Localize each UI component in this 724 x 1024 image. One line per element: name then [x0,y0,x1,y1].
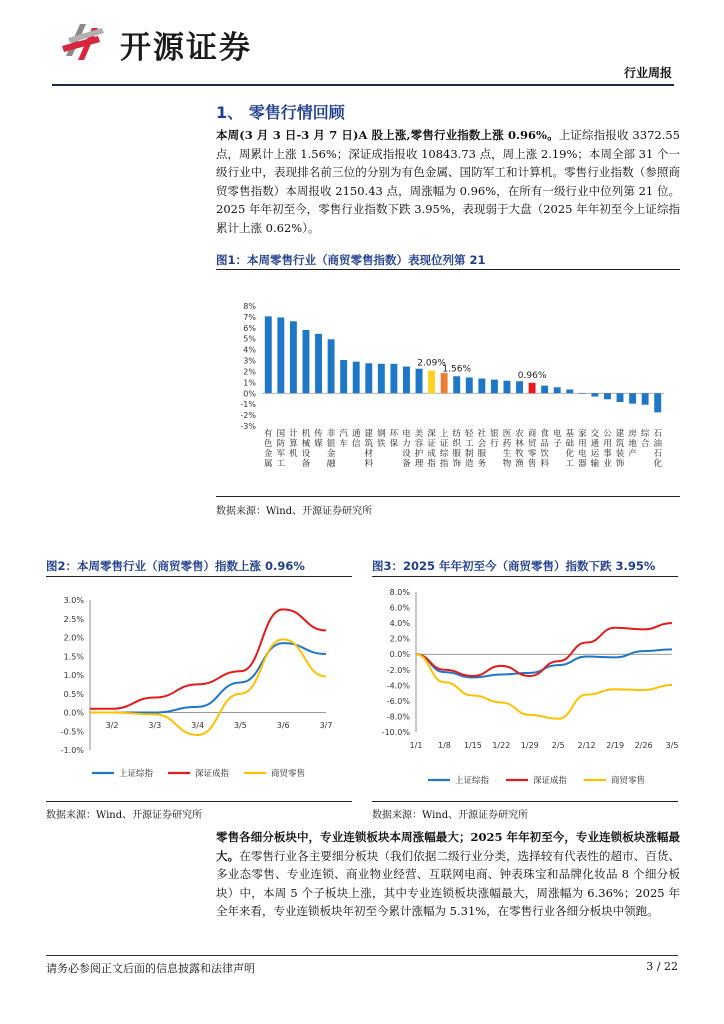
figure3-source: 数据来源：Wind、开源证券研究所 [372,810,529,821]
brand-logo-icon [58,16,110,68]
x-tick-label: 3/4 [191,721,205,730]
figure3-line-chart [372,580,678,798]
bar [591,393,598,396]
y-tick-label: 4% [243,345,256,355]
series-line [416,649,672,677]
x-tick-label: 汽车 [339,429,348,449]
segment-lead: 零售各细分板块中，专业连锁板块本周涨幅最大；2025 年年初至今，专业连锁板块涨幅最大。 [216,830,680,863]
figure2-line-chart [46,580,352,798]
y-tick-label: -1.0% [60,746,84,755]
x-tick-label: 非银金融 [326,429,336,469]
x-tick-label: 电力设备 [402,429,411,469]
x-tick-label: 有色金属 [264,429,273,469]
segment-body: 在零售行业各主要细分板块（我们依据二级行业分类，选择较有代表性的超市、百货、多业态零售、专业连锁、商业物业经营、互联网电商、钟表珠宝和品牌化妆品 8 个细分板块）中，本周 5 个子板块上涨，其中专业连锁板块涨幅最大，周涨幅为 6.36%；2025 年全年来看，专业连锁板块年初至今累计涨幅为 5.31%，在零售行业各细分板块中领跑。 [216,848,681,919]
bar [491,380,498,394]
y-tick-label: 0.0% [389,650,410,660]
figure2-bottom-rule [46,801,352,802]
x-tick-label: 3/2 [105,721,119,730]
bar [541,386,548,394]
x-tick-label: 3/5 [233,721,247,730]
legend-label: 深证成指 [195,769,230,779]
y-tick-label: 6.0% [389,603,410,613]
y-tick-label: 4.0% [389,619,410,629]
figure1-top-rule [216,269,680,270]
bar [390,364,397,393]
x-tick-label: 商贸零售 [527,429,537,469]
x-tick-label: 深证成指 [427,429,436,469]
x-tick-label: 1/22 [492,741,511,750]
bar [303,330,310,393]
x-tick-label: 轻工制造 [465,429,474,469]
x-tick-label: 传媒 [314,429,323,449]
bar [265,316,272,393]
x-tick-label: 石油石化 [653,429,662,469]
y-tick-label: -10.0% [381,728,410,737]
figure1-bar-chart [216,272,680,494]
x-tick-label: 银行 [490,429,499,449]
footer-disclaimer: 请务必参阅正文后面的信息披露和法律声明 [46,962,255,975]
header-divider [52,84,674,86]
bar [353,362,360,394]
y-tick-label: 1.0% [63,671,84,680]
x-tick-label: 建筑材料 [364,429,374,469]
bar [654,393,661,412]
bar [290,321,297,393]
y-tick-label: -1% [240,400,256,410]
y-tick-label: 3% [243,356,256,366]
bar [629,393,636,403]
y-tick-label: 0.5% [63,689,84,699]
legend-label: 上证综指 [119,769,154,779]
y-tick-label: 8% [243,302,256,311]
bar [340,360,347,393]
x-tick-label: 国防军工 [276,429,286,469]
x-tick-label: 机械设备 [301,429,311,469]
bar [604,393,611,399]
y-tick-label: -2% [240,411,256,421]
x-tick-label: 公用事业 [603,429,612,469]
bar [277,317,284,393]
y-tick-label: -4.0% [386,681,410,691]
x-tick-label: 电子 [552,429,562,449]
x-tick-label: 房地产 [628,429,637,459]
y-tick-label: -2.0% [386,665,410,675]
x-tick-label: 通信 [351,429,361,449]
legend-label: 商贸零售 [611,776,646,786]
bar [428,370,435,393]
x-tick-label: 食品饮料 [540,429,549,469]
x-tick-label: 1/8 [438,741,451,750]
series-line [416,623,672,676]
page-number: 3 / 22 [646,960,678,973]
bar [579,393,586,394]
y-tick-label: 0.0% [63,708,84,718]
x-tick-label: 3/5 [665,741,678,750]
x-tick-label: 综合 [640,429,650,449]
x-tick-label: 2/19 [606,741,625,750]
bar [466,377,473,393]
x-tick-label: 家用电器 [578,429,587,469]
intro-paragraph [216,126,680,238]
x-tick-label: 社会服务 [477,429,487,469]
series-line [90,609,326,708]
legend-label: 商贸零售 [271,769,306,779]
series-line [416,654,672,719]
bar-annotation: 2.09% [417,358,446,369]
bar [453,376,460,393]
series-line [90,643,326,712]
report-type-label: 行业周报 [623,66,672,80]
bar [416,369,423,394]
x-tick-label: 纺织服饰 [452,429,461,469]
y-tick-label: -6.0% [386,696,410,706]
x-tick-label: 2/12 [577,741,596,750]
intro-body: 上证综指报收 3372.55 点，周累计上涨 1.56%；深证成指报收 10843.73 点，周上涨 2.19%；本周全部 31 个一级行业中，表现排名前三位的分别为有色金属、国防军工和计算机。零售行业指数（参照商贸零售指数）本周报收 2150.43 点，周涨幅为 0.96%，在所有一级行业中位列第 21 位。2025 年年初至今，零售行业指数下跌 3.95%，表现弱于大盘（2025 年年初至今上证综指累计上涨 0.62%）。 [216,128,680,235]
x-tick-label: 1/15 [463,741,482,750]
bar [328,339,335,393]
x-tick-label: 环保 [389,429,399,449]
brand-logo [58,16,288,68]
segment-paragraph [216,828,680,921]
y-tick-label: 1.5% [63,652,84,662]
x-tick-label: 2/26 [634,741,653,750]
y-tick-label: -8.0% [386,712,410,722]
y-tick-label: 5% [243,334,256,344]
y-tick-label: 2.5% [63,614,84,624]
y-tick-label: 7% [243,312,256,322]
bar [504,381,511,394]
figure1-source: 数据来源：Wind、开源证券研究所 [216,506,373,517]
x-tick-label: 交通运输 [590,429,600,469]
bar-annotation: 0.96% [517,370,547,381]
y-tick-label: 0% [243,389,256,399]
bar [403,367,410,394]
y-tick-label: 2% [243,367,256,377]
figure3-top-rule [372,576,678,577]
y-tick-label: 3.0% [63,596,84,605]
section-title: 1、 零售行情回顾 [216,103,345,122]
bar-annotation: 1.56% [442,364,472,375]
x-tick-label: 3/7 [319,721,333,730]
figure3-bottom-rule [372,801,678,802]
y-tick-label: 2.0% [389,634,410,644]
bar [478,379,485,394]
x-tick-label: 钢铁 [377,429,386,449]
brand-name: 开源证券 [120,30,252,66]
legend-label: 深证成指 [533,776,568,786]
x-tick-label: 3/6 [276,721,290,730]
y-tick-label: 2.0% [63,633,84,643]
x-tick-label: 3/3 [148,721,162,730]
bar [441,373,448,393]
bar [554,387,561,393]
figure3-title: 图3：2025 年年初至今（商贸零售）指数下跌 3.95% [372,559,656,573]
series-line [90,639,326,735]
intro-lead: 本周(3 月 3 日-3 月 7 日)A 股上涨,零售行业指数上涨 0.96%。 [216,128,559,142]
bar [378,364,385,393]
x-tick-label: 美容护理 [414,429,424,469]
bar [315,334,322,393]
x-tick-label: 建筑装饰 [615,429,625,469]
figure2-title: 图2：本周零售行业（商贸零售）指数上涨 0.96% [46,559,305,573]
figure1-bottom-rule [216,496,680,497]
x-tick-label: 农林牧渔 [515,429,524,469]
x-tick-label: 计算机 [289,429,298,459]
bar [566,389,573,393]
bar [529,383,536,393]
x-tick-label: 1/1 [409,741,423,750]
bar [617,393,624,402]
figure2-top-rule [46,576,352,577]
x-tick-label: 上证综指 [439,429,449,469]
bar [516,381,523,393]
y-tick-label: -0.5% [60,727,84,737]
footer-divider [46,955,678,956]
x-tick-label: 2/5 [551,741,565,750]
y-tick-label: 6% [243,323,256,333]
bar [642,393,649,404]
x-tick-label: 医药生物 [502,429,512,469]
figure1-title: 图1：本周零售行业（商贸零售指数）表现位列第 21 [216,253,486,267]
y-tick-label: 8.0% [389,588,410,597]
y-tick-label: -3% [240,422,256,431]
legend-label: 上证综指 [455,776,490,786]
x-tick-label: 基础化工 [565,429,575,469]
figure2-source: 数据来源：Wind、开源证券研究所 [46,810,203,821]
x-tick-label: 1/29 [520,741,539,750]
bar [365,363,372,393]
y-tick-label: 1% [243,378,256,388]
